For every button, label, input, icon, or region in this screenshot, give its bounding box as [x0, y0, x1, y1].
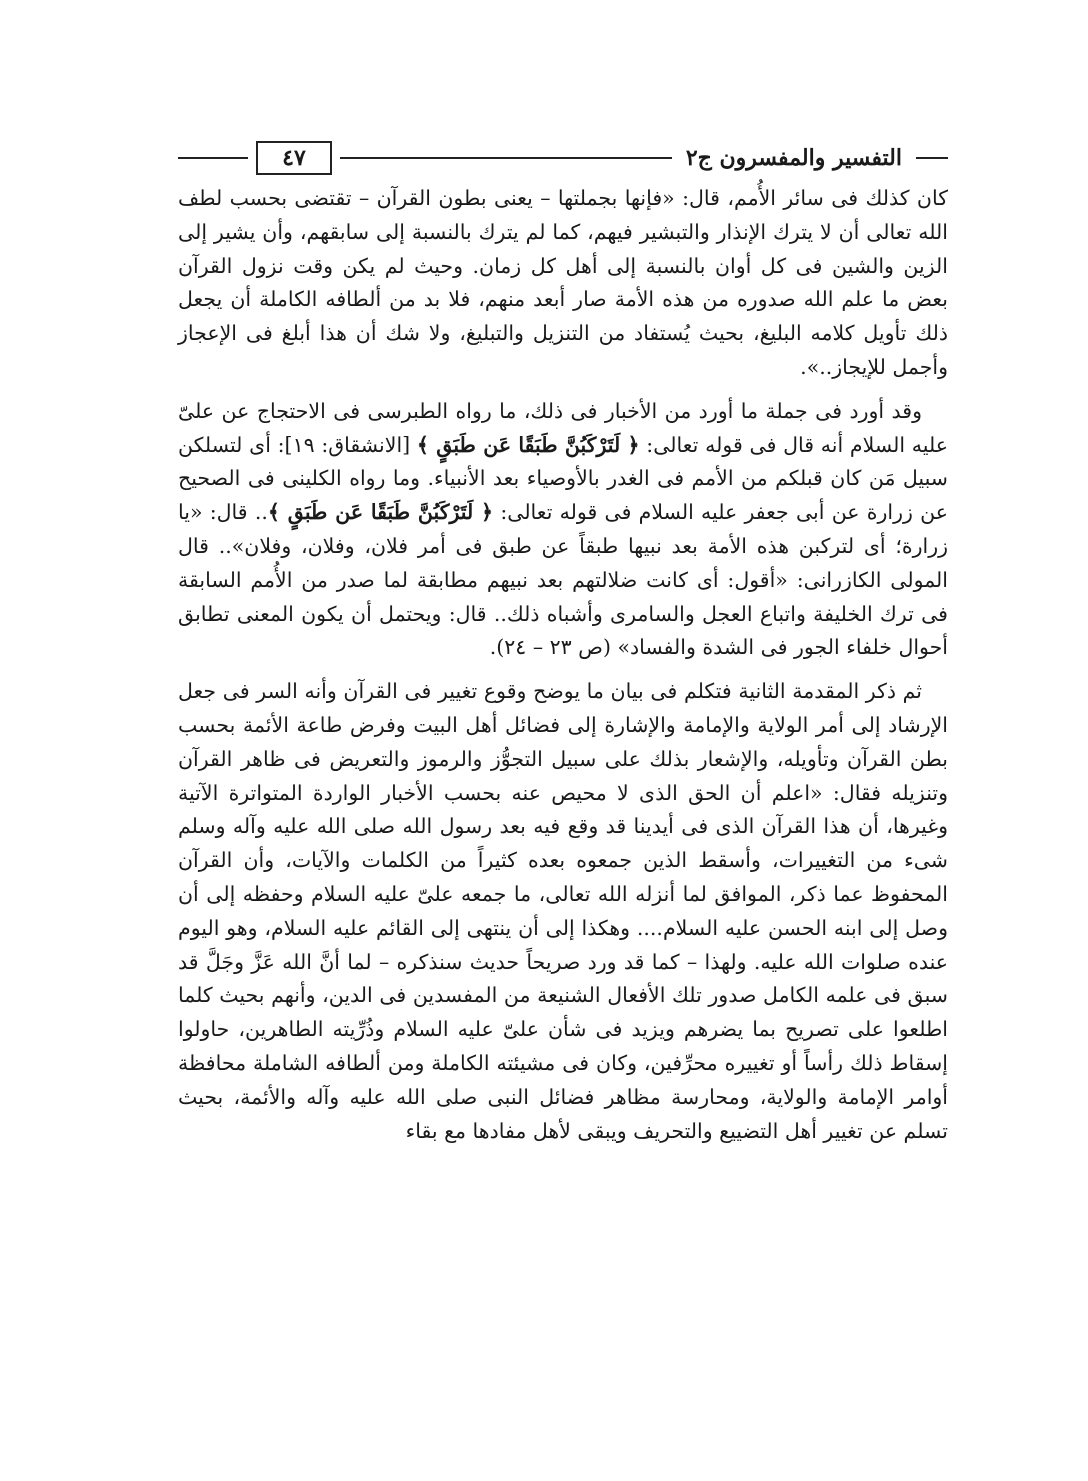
paragraph [178, 182, 948, 385]
quran-verse: ﴿ لَتَرْكَبُنَّ طَبَقًا عَن طَبَقٍ ﴾ [267, 500, 494, 525]
text-segment: وقد أورد فى جملة ما أورد من الأخبار فى ذلك، ما رواه الطبرسى فى الاحتجاج عن علىّ عليه السلام أنه قال فى قوله تعالى: [178, 398, 949, 457]
header-title: التفسير والمفسرون ج٢ [685, 145, 902, 171]
running-header [178, 138, 948, 178]
paragraph [178, 395, 948, 665]
book-page [178, 138, 948, 1378]
text-segment: كان كذلك فى سائر الأُمم، قال: «فإنها بجملتها – يعنى بطون القرآن – تقتضى بحسب لطف الله تعالى أن لا يترك الإنذار والتبشير فيهم، كما لم يترك بالنسبة إلى سابقهم، وأن يشير إلى الزين والشين فى كل أوان بالنسبة إلى أهل كل زمان. وحيث لم يكن وقت نزول القرآن بعض ما علم الله صدوره من هذه الأمة صار أبعد منهم، فلا بد من ألطافه الكاملة أن يجعل ذلك تأويل كلامه البليغ، بحيث يُستفاد من التنزيل والتبليغ، ولا شك أن هذا أبلغ فى الإعجاز وأجمل للإيجاز..». [178, 186, 948, 379]
text-segment: ثم ذكر المقدمة الثانية فتكلم فى بيان ما يوضح وقوع تغيير فى القرآن وأنه السر فى جعل الإرشاد إلى أمر الولاية والإمامة والإشارة إلى فضائل أهل البيت وفرض طاعة الأئمة بحسب بطن القرآن وتأويله، والإشعار بذلك على سبيل التجوُّز والرموز والتعريض فى ظاهر القرآن وتنزيله فقال: «اعلم أن الحق الذى لا محيص عنه بحسب الأخبار الواردة المتواترة الآتية وغيرها، أن هذا القرآن الذى فى أيدينا قد وقع فيه بعد رسول الله صلى الله عليه وآله وسلم شىء من التغييرات، وأسقط الذين جمعوه بعده كثيراً من الكلمات والآيات، وأن القرآن المحفوظ عما ذكر، الموافق لما أنزله الله تعالى، ما جمعه علىّ عليه السلام وحفظه إلى أن وصل إلى ابنه الحسن عليه السلام.... وهكذا إلى أن ينتهى إلى القائم عليه السلام، وهو اليوم عنده صلوات الله عليه. ولهذا – كما قد ورد صريحاً حديث سنذكره – لما أنَّ الله عَزَّ وجَلَّ قد سبق فى علمه الكامل صدور تلك الأفعال الشنيعة من المفسدين فى الدين، وأنهم بحيث كلما اطلعوا على تصريح بما يضرهم ويزيد فى شأن علىّ عليه السلام وذُرِّيته الطاهرين، حاولوا إسقاط ذلك رأساً أو تغييره محرِّفين، وكان فى مشيئته الكاملة ومن ألطافه الشاملة محافظة أوامر الإمامة والولاية، ومحارسة مظاهر فضائل النبى صلى الله عليه وآله والأئمة، بحيث تسلم عن تغيير أهل التضييع والتحريف ويبقى لأهل مفادها مع بقاء [178, 679, 948, 1143]
text-segment: [الانشقاق: ١٩]: أى لتسلكن سبيل مَن كان قبلكم من الأمم فى الغدر بالأوصياء بعد الأنبياء. وما رواه الكلينى فى الصحيح عن زرارة عن أبى جعفر عليه السلام فى قوله تعالى: [178, 432, 949, 525]
quran-verse: ﴿ لَتَرْكَبُنَّ طَبَقًا عَن طَبَقٍ ﴾ [416, 432, 640, 457]
body-text [178, 182, 948, 1148]
paragraph [178, 675, 948, 1148]
text-segment: .. قال: «يا زرارة؛ أى لتركبن هذه الأمة بعد نبيها طبقاً عن طبق فى أمر فلان، وفلان، وفلان».. قال المولى الكازرانى: «أقول: أى كانت ضلالتهم بعد نبيهم مطابقة لما صدر من الأُمم السابقة فى ترك الخليفة واتباع العجل والسامرى وأشباه ذلك.. قال: ويحتمل أن يكون المعنى تطابق أحوال خلفاء الجور فى الشدة والفساد» (ص ٢٣ – ٢٤). [178, 500, 948, 660]
header-rule-middle [340, 157, 672, 159]
header-rule-right [916, 157, 948, 159]
header-rule-left [178, 157, 248, 159]
page-number: ٤٧ [256, 141, 332, 175]
